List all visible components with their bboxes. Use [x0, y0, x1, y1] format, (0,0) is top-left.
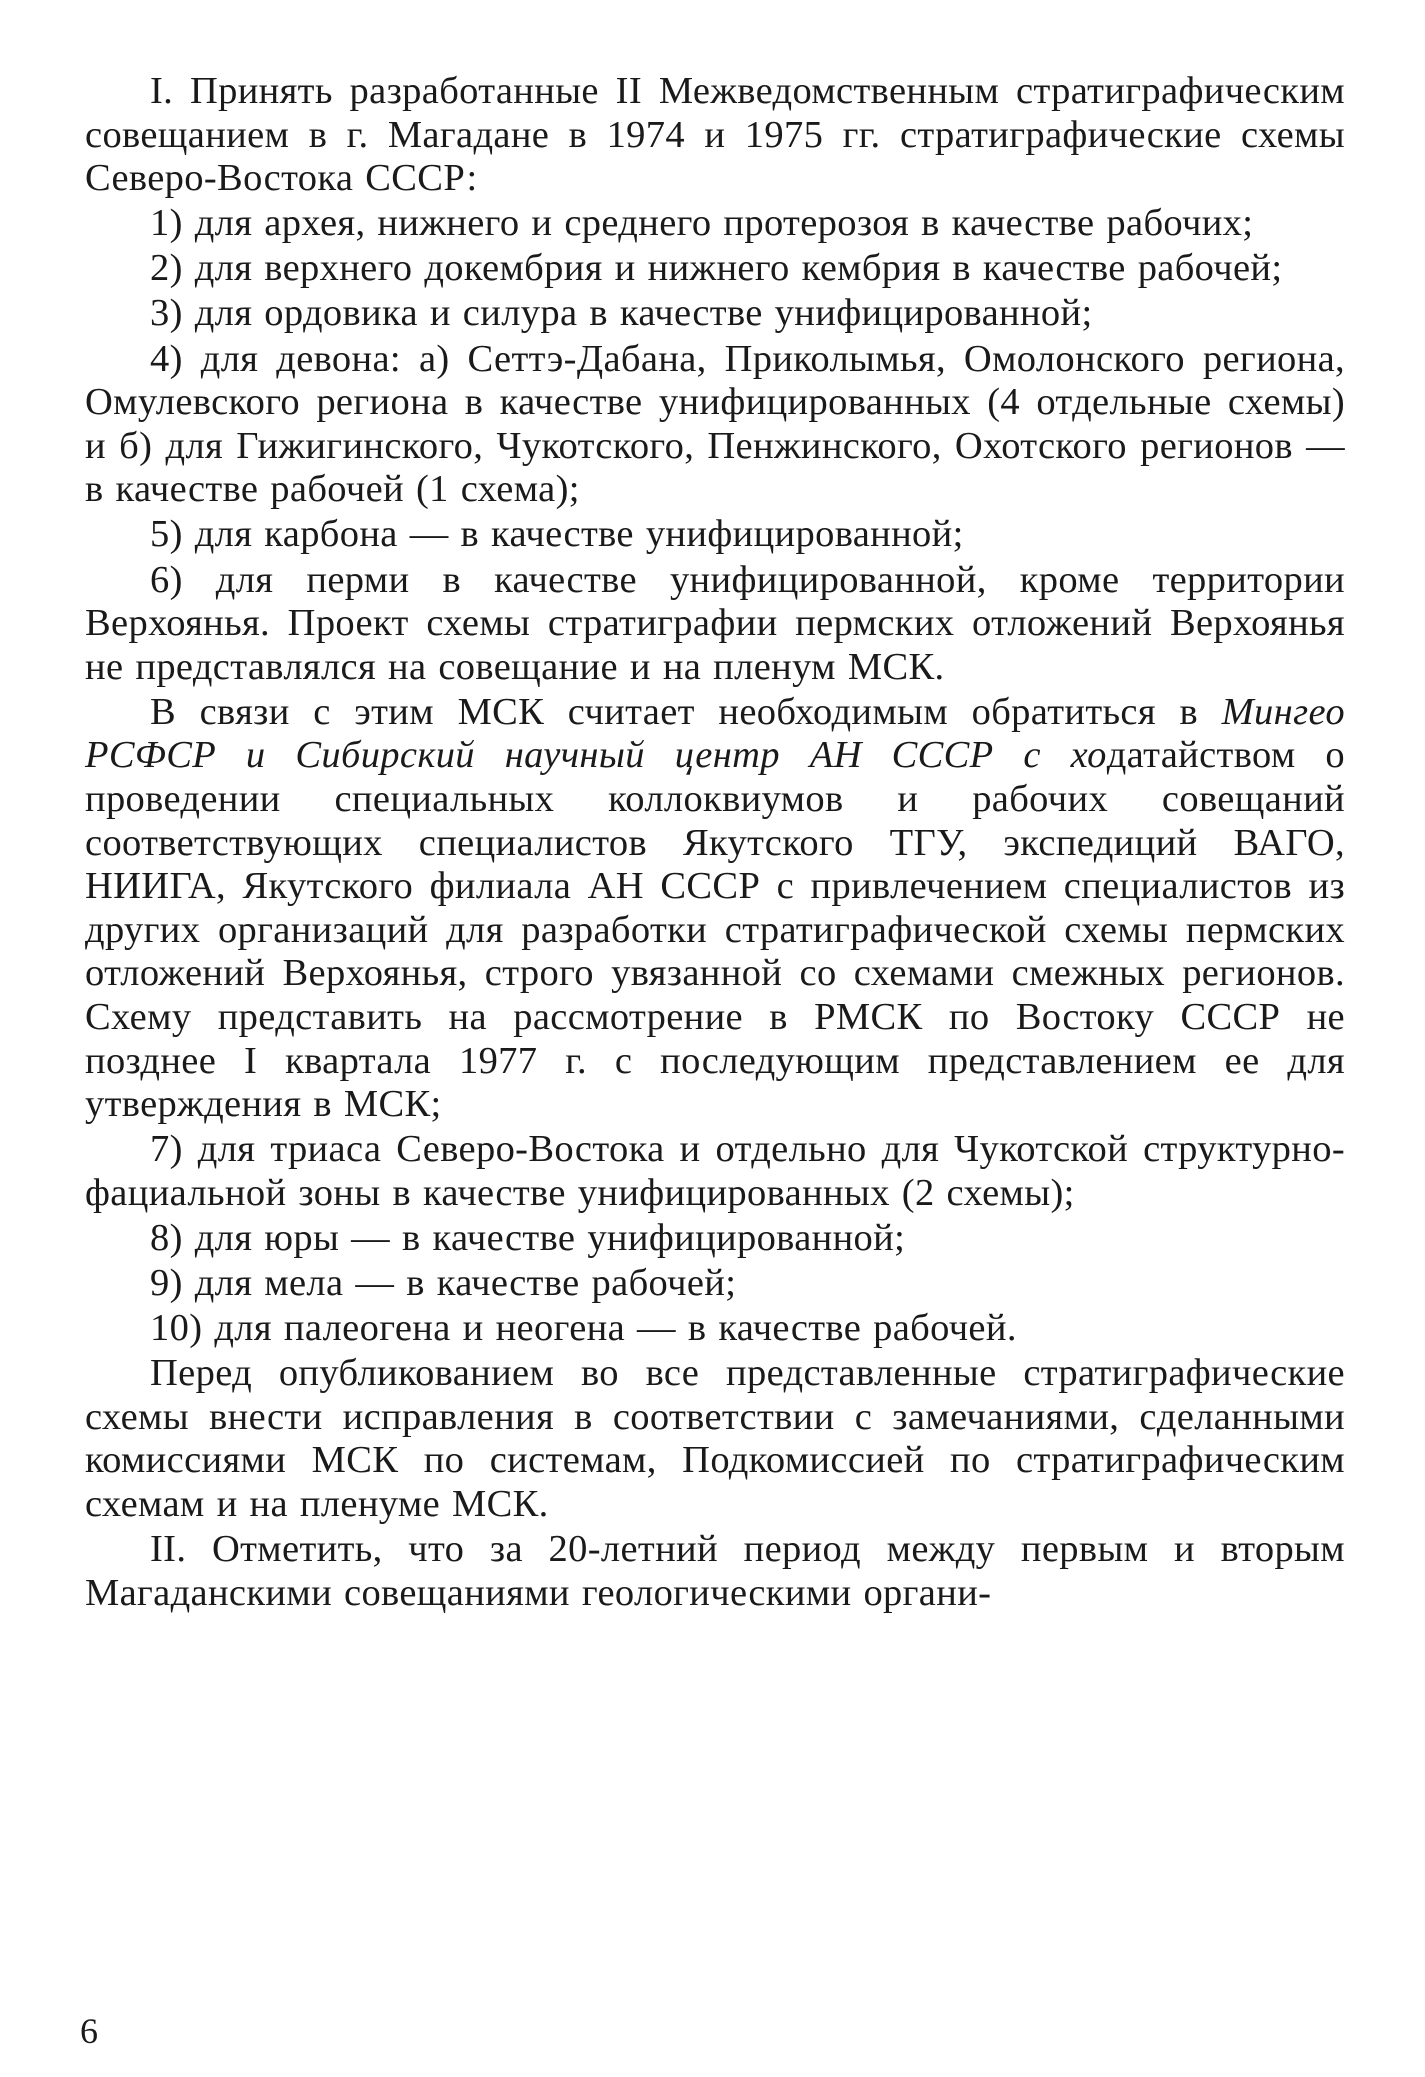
- page-number: 6: [80, 2011, 98, 2051]
- list-item-precambrian: 2) для верхнего докембрия и нижнего кембрия в качестве рабочей;: [150, 247, 1283, 290]
- page-body: [85, 70, 1345, 1617]
- list-item-jurassic: 8) для юры — в качестве унифицированной;: [150, 1216, 906, 1259]
- list-item-carboniferous: 5) для карбона — в качестве унифицированной;: [150, 513, 964, 556]
- mck-request-rest: датайством о проведении специальных коллоквиумов и рабочих совещаний соответствующих специалистов Якутского ТГУ, экспедиций ВАГО, НИИГА, Якутского филиала АН СССР с привлечением специалистов из других организаций для разработки стратиграфической схемы пермских отложений Верхоянья, строго увязанной со схемами смежных регионов. Схему представить на рассмотрение в РМСК по Востоку СССР не позднее I квартала 1977 г. с последующим представлением ее для утверждения в МСК;: [85, 734, 1345, 1126]
- list-item-ordovician: 3) для ордовика и силура в качестве унифицированной;: [150, 292, 1093, 335]
- list-item-paleogene-neogene: 10) для палеогена и неогена — в качестве рабочей.: [150, 1307, 1017, 1350]
- list-item-archean: 1) для архея, нижнего и среднего протерозоя в качестве рабочих;: [150, 202, 1254, 245]
- list-item-cretaceous: 9) для мела — в качестве рабочей;: [150, 1262, 737, 1305]
- list-item-permian: 6) для перми в качестве унифицированной, кроме территории Верхоянья. Проект схемы стратиграфии пермских отложений Верхоянья не представлялся на совещание и на пленум МСК.: [85, 558, 1345, 688]
- paragraph-resolution-2: II. Отметить, что за 20-летний период между первым и вторым Магаданскими совещаниями геологическими органи-: [85, 1528, 1345, 1614]
- paragraph-resolution-1: I. Принять разработанные II Межведомственным стратиграфическим совещанием в г. Магадане в 1974 и 1975 гг. стратиграфические схемы Северо-Востока СССР:: [85, 70, 1345, 200]
- list-item-triassic: 7) для триаса Северо-Востока и отдельно для Чукотской структурно-фациальной зоны в качестве унифицированных (2 схемы);: [85, 1128, 1345, 1214]
- paragraph-corrections: Перед опубликованием во все представленные стратиграфические схемы внести исправления в соответствии с замечаниями, сделанными комиссиями МСК по системам, Подкомиссией по стратиграфическим схемам и на пленуме МСК.: [85, 1352, 1345, 1525]
- paragraph-mck-request: [85, 691, 1345, 1127]
- mck-request-lead: В связи с этим МСК считает необходимым обратиться в: [150, 690, 1222, 733]
- list-item-devonian: 4) для девона: а) Сеттэ-Дабана, Приколымья, Омолонского региона, Омулевского региона в качестве унифицированных (4 отдельные схемы) и б) для Гижигинского, Чукотского, Пенжинского, Охотского регионов — в качестве рабочей (1 схема);: [85, 337, 1345, 511]
- mck-request-italic: Мингео РСФСР и Сибирский научный центр АН СССР с хо: [85, 690, 1345, 777]
